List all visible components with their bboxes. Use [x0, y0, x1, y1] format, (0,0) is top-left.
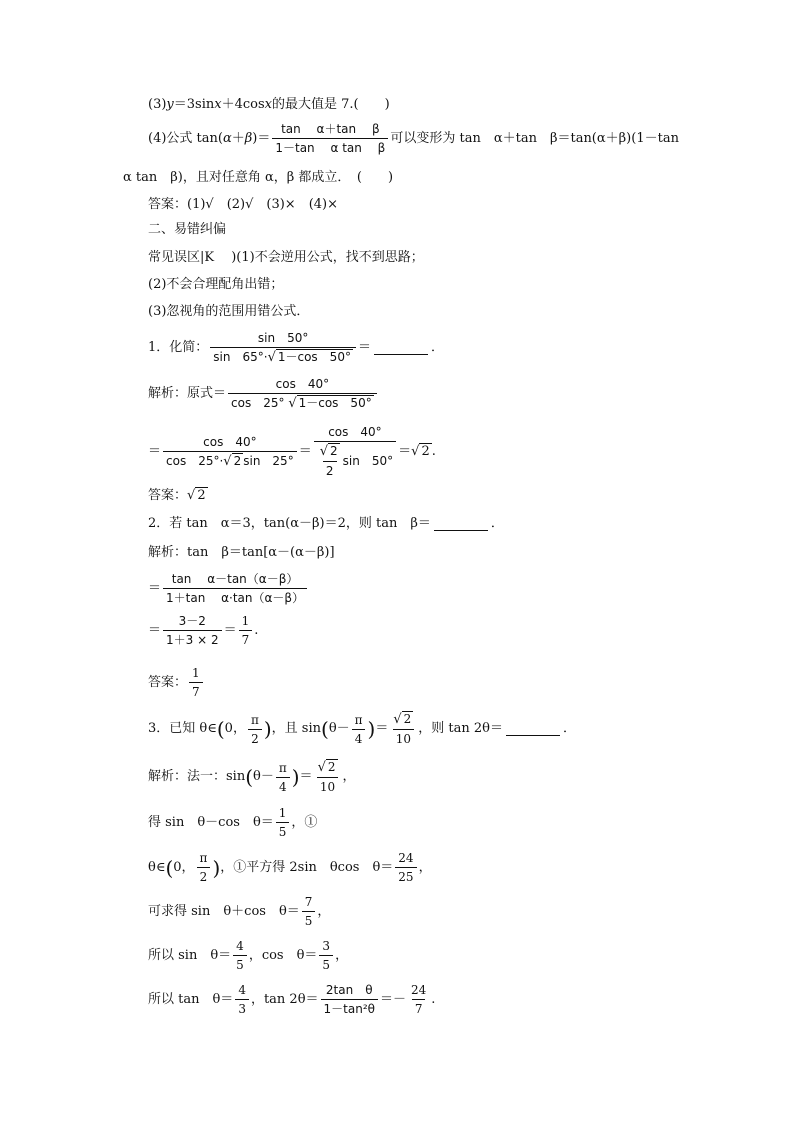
fraction-denominator: [228, 393, 377, 411]
solution-label: 解析：法一：sin: [148, 769, 246, 784]
fraction-numerator: sin 50°: [257, 331, 309, 345]
section-line-2: [148, 277, 283, 293]
den-part: sin 50°: [342, 454, 394, 468]
equals: ＝: [357, 340, 371, 355]
period: ．: [563, 721, 577, 736]
fraction: [321, 983, 378, 1016]
fraction-denominator: 25: [395, 867, 416, 884]
fraction-denominator: 1－tan²θ: [321, 999, 378, 1016]
solution-fraction: [163, 572, 307, 605]
fraction-numerator: 1: [192, 666, 200, 680]
sqrt-content: 2: [421, 443, 430, 459]
period: .: [254, 622, 259, 638]
item-4-prefix: (4)公式 tan(: [148, 130, 223, 146]
item-4-plus: ＋: [231, 130, 245, 146]
fraction-numerator: cos 40°: [275, 377, 330, 391]
fraction-numerator: π: [278, 760, 287, 775]
problem-1-answer: [148, 488, 208, 504]
fraction-denominator: 10: [317, 777, 338, 794]
fraction-numerator: π: [250, 712, 259, 727]
fraction-numerator: π: [354, 712, 363, 727]
answer-1: [148, 197, 338, 213]
interval-start: 0，: [224, 721, 246, 736]
fraction-numerator: 4: [236, 939, 244, 953]
theta-minus: θ－: [253, 769, 274, 784]
sqrt-content: 2: [327, 760, 336, 774]
problem-1-step-2: [148, 425, 436, 478]
problem-1-solution: [148, 377, 379, 411]
problem-2: [148, 516, 504, 532]
problem-3: 3．已知 θ∈ ( 0， $\frac{\pi}{2}$ ) ，且 sin ( θ－ $\frac{\pi}{4}$ ) ＝ $\frac{√ 2}{10}$ ，则 tan 2θ＝ ．: [148, 712, 577, 746]
equals: ＝: [148, 443, 162, 459]
var-beta: β: [244, 130, 253, 146]
item-3-plus: ＋4cos: [221, 97, 265, 112]
fraction: [233, 939, 247, 972]
fraction: [395, 851, 416, 884]
period: .: [431, 443, 436, 459]
equals: ＝: [148, 622, 162, 638]
fraction-denominator: 1＋tan α·tan（α－β）: [163, 588, 307, 605]
sqrt-content: 1－cos 50°: [277, 350, 351, 364]
fraction-numerator: 24: [411, 983, 427, 997]
pi-over-2: [197, 851, 211, 884]
equals: ＝: [398, 443, 412, 459]
fraction-denominator: 1＋3 × 2: [163, 630, 222, 647]
problem-2-solution: [148, 545, 335, 561]
answer-fraction: [189, 666, 203, 699]
sqrt-content: 2: [403, 712, 412, 726]
fraction-denominator: 2: [197, 867, 211, 884]
step-text: θ∈: [148, 859, 166, 875]
interval-start: 0，: [173, 859, 195, 875]
fraction-numerator: √ 2: [393, 712, 412, 727]
fraction-numerator: π: [199, 851, 208, 865]
problem-3-solution: 解析：法一：sin ( θ－ $\frac{\pi}{4}$ ) ＝ $\frac{√ 2}{10}$ ，: [148, 760, 356, 794]
solution-text: 解析：tan β＝tan[α－(α－β)]: [148, 545, 335, 560]
problem-1: [148, 331, 444, 365]
comma: ，: [342, 769, 356, 784]
fraction: [276, 806, 290, 839]
section-line-3-text: (3)忽视角的范围用错公式．: [148, 304, 310, 319]
sqrt2-over-10: [390, 712, 416, 746]
problem-3-step-1: [148, 806, 317, 839]
fraction-denominator: 2: [248, 729, 262, 746]
fraction-denominator: 5: [319, 955, 333, 972]
problem-3-step-2: θ∈ ( 0， $\frac{\pi}{2}$ ) ，①平方得 2sin θcos θ＝ $\frac{24}{25}$ ，: [148, 851, 432, 884]
inner-denominator: 2: [323, 461, 337, 478]
sqrt-content: 2: [197, 488, 206, 503]
problem-3-step-3: [148, 895, 330, 928]
section-title: [148, 222, 226, 238]
answer-1-text: 答案：(1)√ (2)√ (3)× (4)×: [148, 197, 339, 212]
answer-blank[interactable]: [374, 342, 428, 355]
fraction-denominator: 7: [412, 999, 426, 1016]
step-text: ，tan 2θ＝: [250, 991, 319, 1007]
step-text: ＝－: [379, 991, 406, 1007]
step-text: 所以 sin θ＝: [148, 947, 232, 963]
problem-1-fraction: [210, 331, 356, 365]
solution-fraction-2: [163, 435, 297, 469]
item-3-prefix: (3): [148, 97, 167, 112]
den-part: sin 25°: [243, 453, 294, 468]
fraction-denominator: 5: [276, 822, 290, 839]
fraction-numerator: 7: [304, 895, 313, 909]
fraction-tan-sum: [272, 122, 388, 155]
period: ．: [430, 340, 444, 355]
fraction: [319, 939, 333, 972]
equals: ＝: [375, 721, 389, 736]
section-intro-text: 常见误区|K )(1)不会逆用公式，找不到思路；: [148, 250, 424, 265]
var-y: y: [166, 97, 174, 112]
answer-label: 答案：: [148, 488, 188, 503]
answer-blank[interactable]: [434, 518, 488, 531]
solution-fraction-1: [228, 377, 377, 411]
problem-3-text: ，且 sin: [271, 721, 321, 736]
section-line-3: [148, 304, 309, 320]
step-text: 得 sin θ－cos θ＝: [148, 814, 274, 830]
sqrt: √ 2: [411, 443, 430, 459]
result-fraction: [239, 614, 253, 647]
fraction-denominator: [314, 441, 396, 478]
equals: ＝: [299, 769, 313, 784]
den-part: cos 25°·: [166, 453, 224, 468]
problem-2-step-1: [148, 572, 309, 605]
item-3: [148, 97, 390, 113]
item-4-close: )＝: [252, 130, 271, 146]
solution-fraction: [163, 614, 222, 647]
den-part: sin 65°·: [213, 350, 268, 364]
answer-label: 答案：: [148, 674, 188, 690]
problem-3-step-4: [148, 939, 348, 972]
sqrt-content: 2: [330, 444, 338, 458]
inner-numerator: √ 2: [319, 444, 338, 459]
fraction-denominator: [210, 347, 356, 365]
pi-over-4: [276, 761, 290, 794]
fraction-denominator: [163, 451, 297, 469]
step-end: ，①: [291, 814, 318, 830]
equals: ＝: [298, 443, 312, 459]
problem-3-tail: ，则 tan 2θ＝: [418, 721, 504, 736]
step-text: 所以 tan θ＝: [148, 991, 234, 1007]
fraction-denominator: 4: [276, 777, 290, 794]
fraction-numerator: tan α－tan（α－β）: [171, 572, 299, 586]
fraction-numerator: 2tan θ: [325, 983, 373, 997]
pi-over-2: [248, 713, 262, 746]
fraction: [235, 983, 249, 1016]
problem-2-answer: [148, 666, 205, 699]
step-text: ，cos θ＝: [248, 947, 318, 963]
problem-3-step-5: [148, 983, 435, 1016]
problem-2-step-2: [148, 614, 258, 647]
item-4: [148, 122, 679, 155]
problem-3-label: 3．已知 θ∈: [148, 721, 217, 736]
inner-fraction: [317, 444, 343, 478]
problem-1-label: 1．化简：: [148, 340, 209, 355]
fraction-numerator: 1: [278, 806, 287, 820]
pi-over-4: [352, 713, 366, 746]
sqrt: √ 2: [223, 453, 242, 469]
step-end: ，: [418, 859, 432, 875]
fraction: [302, 895, 316, 928]
fraction-numerator: tan α＋tan β: [281, 122, 380, 136]
sqrt-content: 2: [233, 453, 242, 468]
fraction-denominator: 1－tan α tan β: [272, 138, 388, 155]
fraction-numerator: 4: [238, 983, 246, 997]
step-end: ，: [317, 903, 331, 919]
sqrt2-over-10: [315, 760, 341, 794]
sqrt: √ 1－cos 50°: [288, 396, 372, 411]
var-x: x: [214, 97, 222, 112]
item-4-cont: [123, 170, 393, 186]
step-text: 可求得 sin θ＋cos θ＝: [148, 903, 300, 919]
period: .: [431, 991, 436, 1007]
equals: ＝: [223, 622, 237, 638]
item-3-text: 的最大值是 7.( ): [272, 97, 390, 112]
fraction-denominator: 5: [302, 911, 316, 928]
fraction-denominator: 10: [393, 729, 414, 746]
theta-minus: θ－: [328, 721, 350, 736]
section-line-2-text: (2)不会合理配角出错；: [148, 277, 284, 292]
fraction-numerator: 1: [241, 614, 250, 628]
sqrt-content: 1－cos 50°: [298, 396, 372, 410]
fraction-numerator: cos 40°: [203, 434, 257, 449]
fraction-numerator: 3: [322, 939, 331, 953]
var-alpha: α: [222, 130, 232, 146]
item-4-continuation: α tan β)，且对任意角 α，β 都成立． ( ): [123, 170, 394, 185]
fraction-denominator: 7: [239, 630, 253, 647]
section-title-text: 二、易错纠偏: [148, 222, 227, 237]
fraction: [408, 983, 429, 1016]
period: ．: [490, 516, 504, 531]
item-4-text: 可以变形为 tan α＋tan β＝tan(α＋β)(1－tan: [390, 130, 679, 146]
fraction-denominator: 3: [235, 999, 249, 1016]
fraction-denominator: 7: [189, 682, 203, 699]
fraction-numerator: cos 40°: [328, 425, 382, 439]
fraction-denominator: 5: [233, 955, 247, 972]
var-x: x: [264, 97, 273, 112]
sqrt: √ 1－cos 50°: [267, 350, 351, 365]
step-text: ，①平方得 2sin θcos θ＝: [220, 859, 394, 875]
fraction-numerator: 3－2: [178, 614, 206, 628]
sqrt: √ 2: [187, 488, 206, 503]
step-end: ，: [335, 947, 349, 963]
solution-label: 解析：原式＝: [148, 386, 227, 401]
item-3-eq: ＝3sin: [173, 97, 215, 112]
fraction-denominator: 4: [352, 729, 366, 746]
solution-fraction-3: [314, 425, 396, 478]
section-intro: [148, 250, 424, 266]
problem-2-label: 2．若 tan α＝3，tan(α－β)＝2，则 tan β＝: [148, 516, 431, 531]
fraction-numerator: 24: [398, 851, 414, 865]
den-part: cos 25°: [231, 396, 285, 410]
fraction-numerator: √ 2: [317, 760, 336, 775]
answer-blank[interactable]: [506, 723, 560, 736]
equals: ＝: [148, 580, 162, 596]
